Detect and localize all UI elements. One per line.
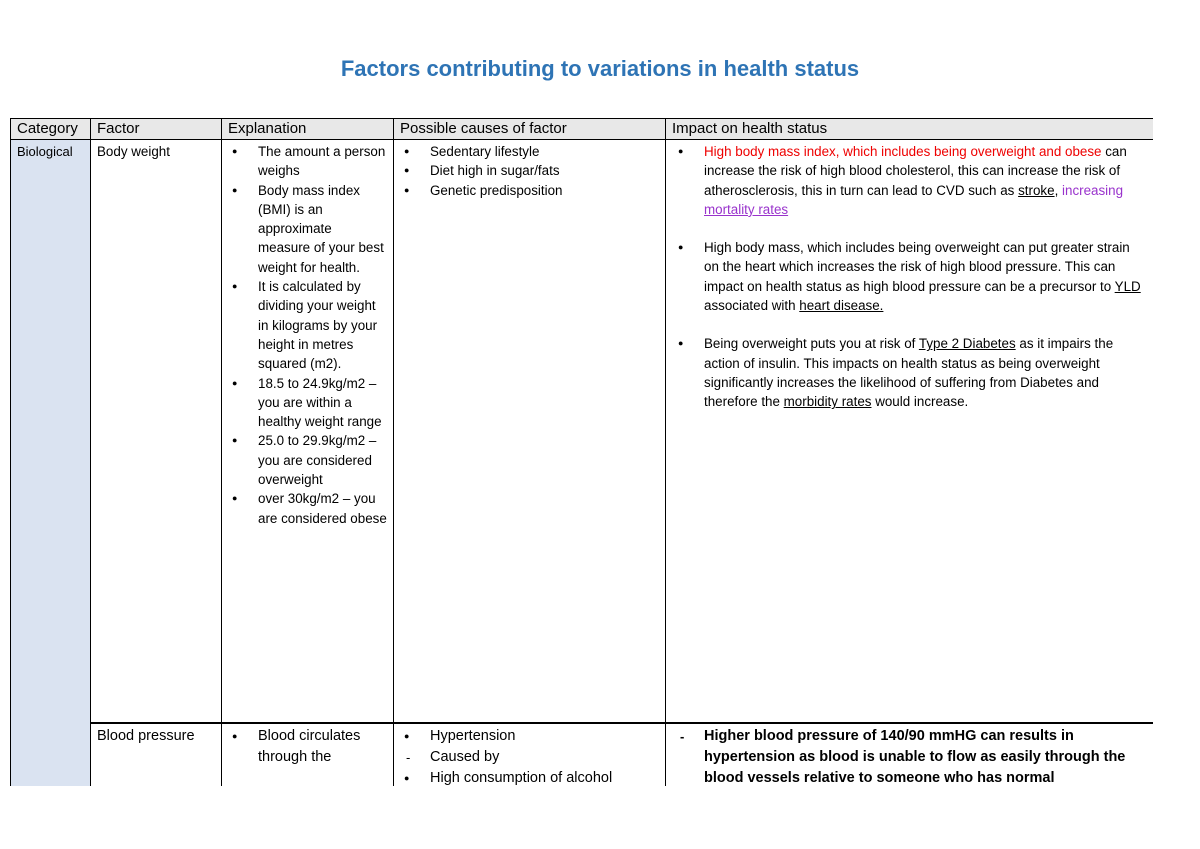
list-item: ● Genetic predisposition bbox=[430, 181, 659, 200]
impact-text: would increase. bbox=[871, 394, 969, 410]
impact-text: Being overweight puts you at risk of bbox=[704, 336, 919, 352]
health-factors-table bbox=[10, 118, 1153, 786]
list-item: ● High consumption of alcohol bbox=[430, 768, 659, 787]
impact-list bbox=[672, 142, 1147, 412]
term-yld: YLD bbox=[1114, 278, 1141, 294]
list-item: - Caused by bbox=[430, 747, 659, 768]
list-item: ● Sedentary lifestyle bbox=[430, 142, 659, 161]
term-mortality-rates: mortality rates bbox=[704, 201, 789, 217]
list-item: ● over 30kg/m2 – you are considered obese bbox=[258, 489, 387, 528]
term-stroke: stroke bbox=[1018, 182, 1055, 198]
list-item: ● Blood circulates through the bbox=[258, 726, 387, 768]
highlight-red: High body mass index, which includes being overweight and obese bbox=[704, 144, 1102, 159]
table-header-row bbox=[11, 119, 1154, 140]
factor-cell: Body weight bbox=[91, 140, 222, 723]
impact-text: can increase the risk of high blood cholesterol, this can increase the risk of atherosclerosis, this in turn can lead to CVD such as bbox=[704, 144, 1127, 198]
impact-item-diabetes bbox=[704, 334, 1147, 411]
header-category: Category bbox=[11, 119, 91, 140]
impact-text: High body mass, which includes being overweight can put greater strain on the heart which increases the risk of high blood pressure. This can impact on health status as high blood pressure can be a precursor to bbox=[704, 240, 1130, 294]
highlight-purple: increasing bbox=[1058, 182, 1124, 198]
header-factor: Factor bbox=[91, 119, 222, 140]
causes-cell bbox=[394, 723, 666, 787]
impact-cell bbox=[666, 723, 1154, 787]
term-type-2-diabetes: Type 2 Diabetes bbox=[918, 336, 1016, 352]
list-item: ● It is calculated by dividing your weight in kilograms by your height in metres squared (m2). bbox=[258, 277, 387, 373]
list-item: ● 25.0 to 29.9kg/m2 – you are considered overweight bbox=[258, 431, 387, 489]
page-title: Factors contributing to variations in health status bbox=[340, 56, 860, 81]
causes-cell bbox=[394, 140, 666, 723]
term-heart-disease: heart disease. bbox=[799, 298, 884, 314]
causes-list bbox=[400, 726, 659, 787]
list-item: ● The amount a person weighs bbox=[258, 142, 387, 181]
list-item: ● Diet high in sugar/fats bbox=[430, 161, 659, 180]
impact-text: associated with bbox=[704, 298, 800, 314]
causes-list bbox=[400, 142, 659, 200]
explanation-cell bbox=[222, 723, 394, 787]
header-explanation: Explanation bbox=[222, 119, 394, 140]
explanation-list bbox=[228, 726, 387, 768]
list-item: ● Body mass index (BMI) is an approximate measure of your best weight for health. bbox=[258, 181, 387, 277]
list-item: ● Hypertension bbox=[430, 726, 659, 747]
factor-cell: Blood pressure bbox=[91, 723, 222, 787]
impact-text: as it impairs the action of insulin. This impacts on health status as being overweight significantly increases the likelihood of suffering from Diabetes and therefore the bbox=[704, 336, 1114, 410]
header-impact: Impact on health status bbox=[666, 119, 1154, 140]
category-cell: Biological bbox=[11, 140, 91, 787]
table-row bbox=[11, 723, 1154, 787]
table-row bbox=[11, 140, 1154, 723]
impact-item-blood-pressure bbox=[704, 238, 1147, 315]
table-container bbox=[10, 118, 1153, 786]
explanation-cell bbox=[222, 140, 394, 723]
explanation-list bbox=[228, 142, 387, 528]
list-item: - Higher blood pressure of 140/90 mmHG can results in hypertension as blood is unable to flow as easily through the blood vessels relative to someone who has normal bbox=[704, 726, 1147, 787]
impact-text: , bbox=[1054, 182, 1059, 198]
impact-cell bbox=[666, 140, 1154, 723]
impact-list bbox=[672, 726, 1147, 787]
term-morbidity-rates: morbidity rates bbox=[783, 394, 872, 410]
list-item: ● 18.5 to 24.9kg/m2 – you are within a healthy weight range bbox=[258, 374, 387, 432]
impact-item-bmi bbox=[704, 142, 1147, 219]
header-causes: Possible causes of factor bbox=[394, 119, 666, 140]
